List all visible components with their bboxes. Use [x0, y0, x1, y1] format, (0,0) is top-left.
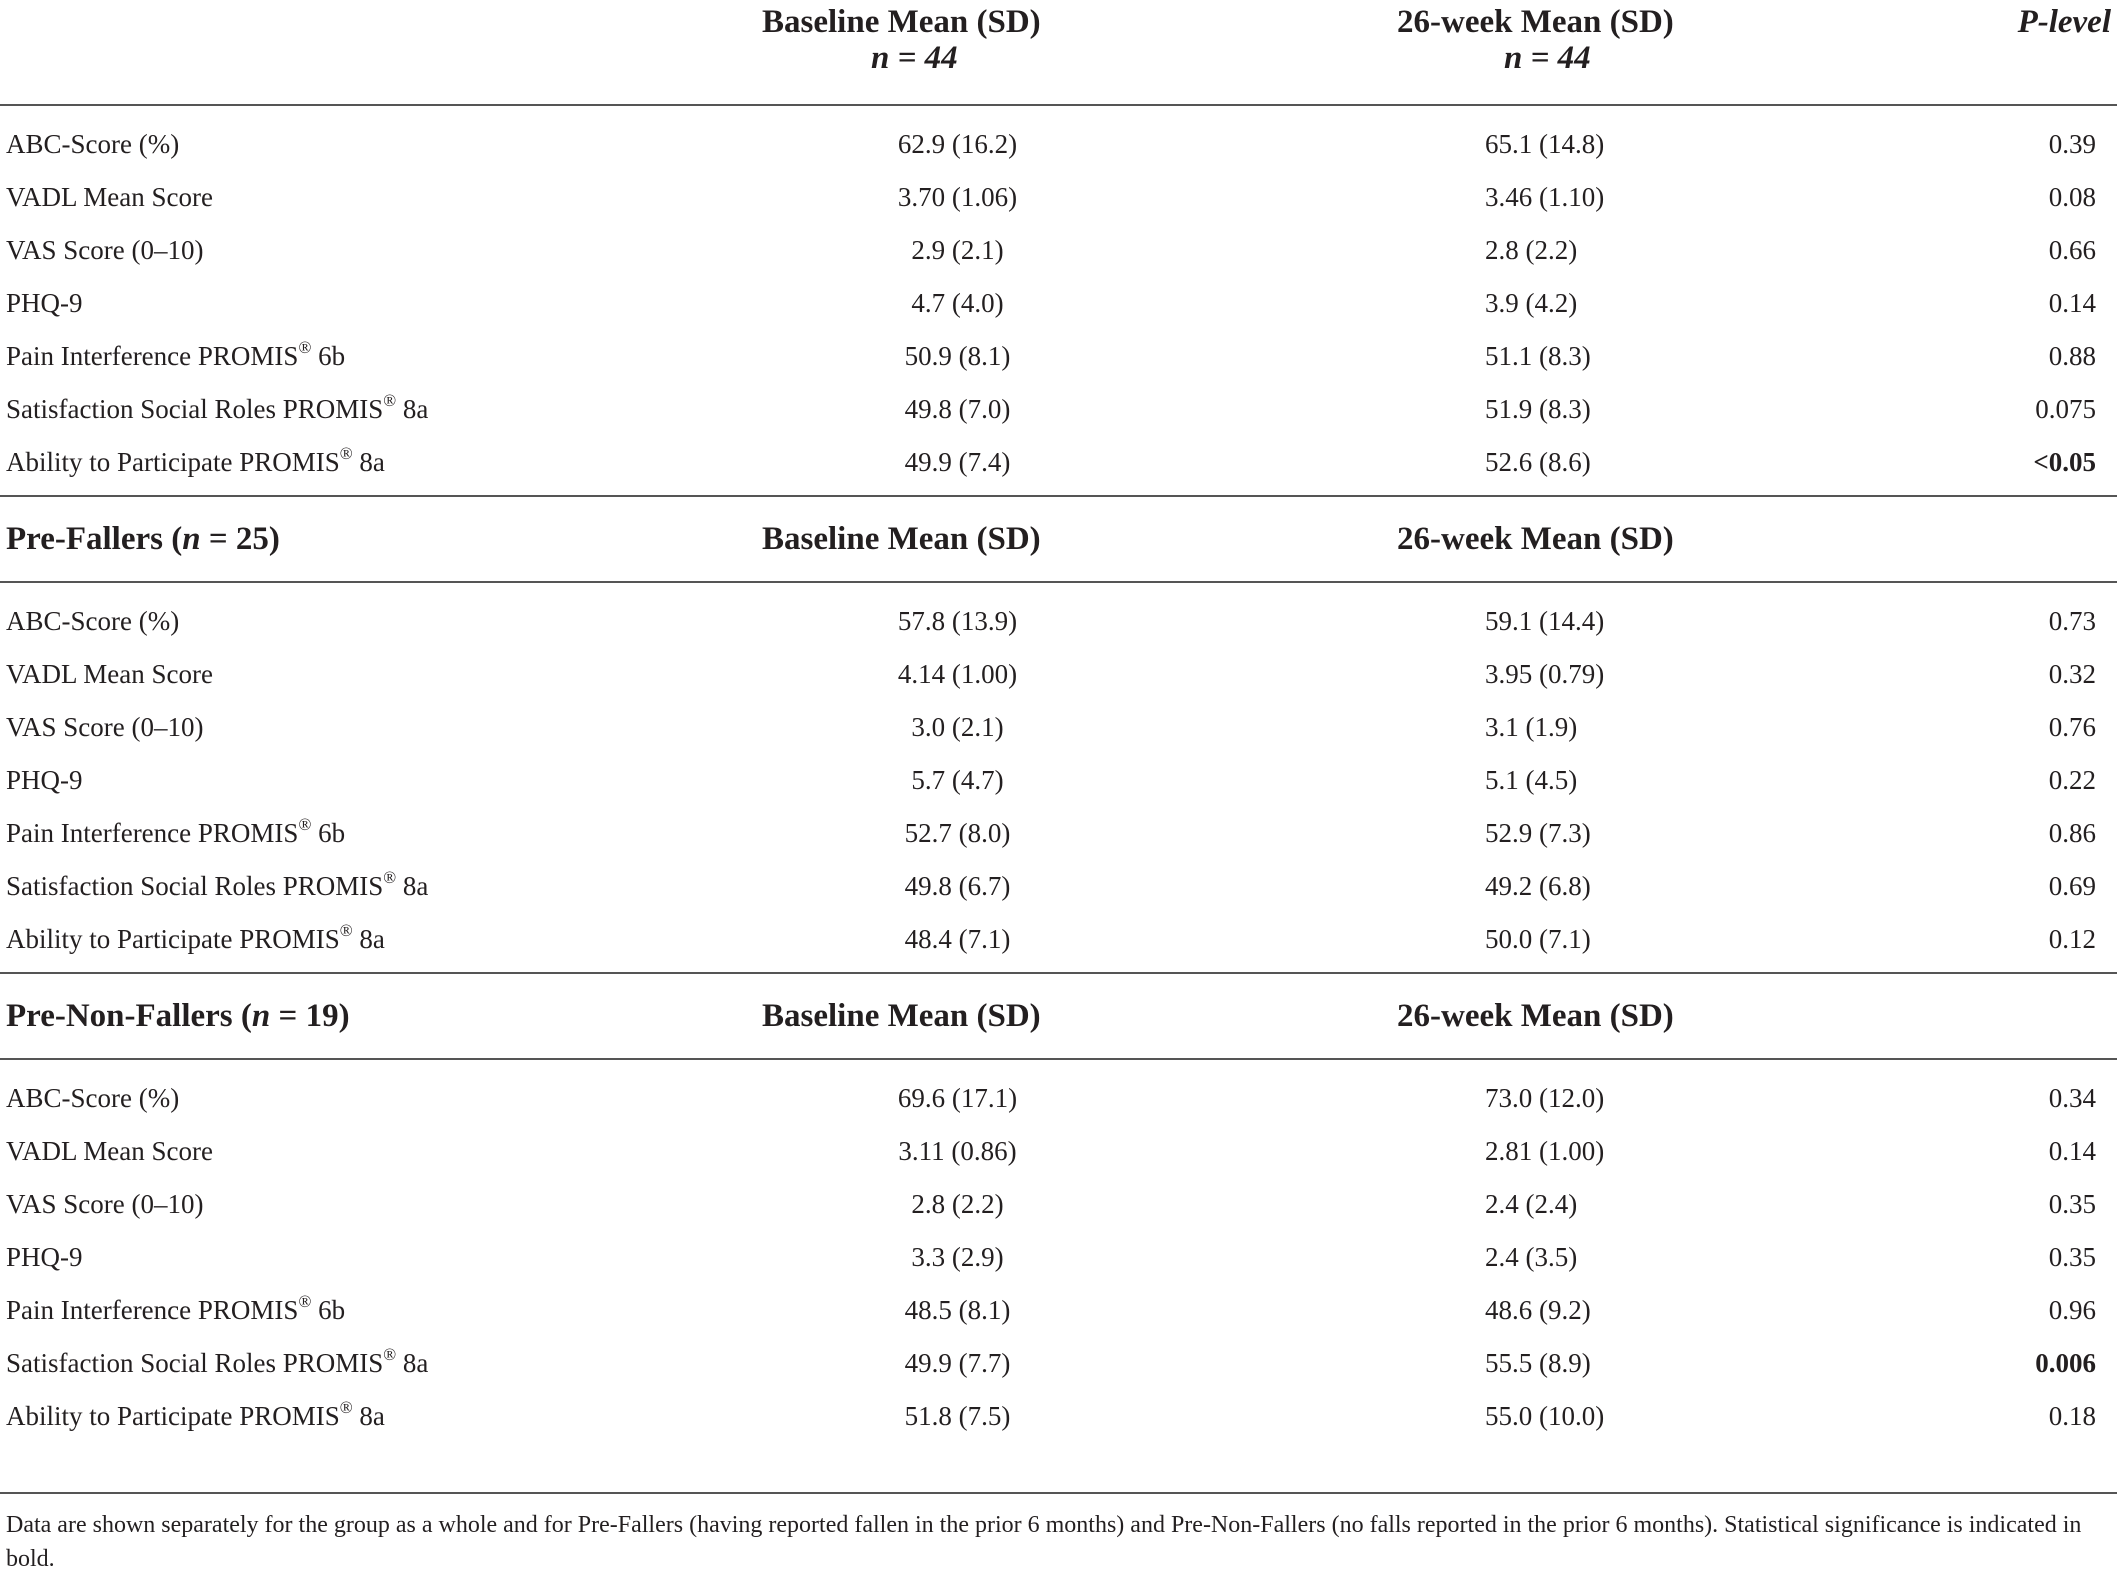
measure-suffix: 8a: [402, 871, 429, 901]
p-value: 0.12: [2048, 924, 2096, 954]
measure-label: Satisfaction Social Roles PROMIS: [6, 1348, 384, 1378]
section-title-n: n: [251, 997, 271, 1034]
measure-label: VAS Score (0–10): [6, 235, 204, 265]
table-row: [0, 330, 2117, 383]
baseline-value: 49.9 (7.7): [904, 1348, 1011, 1378]
measure-cell: [0, 436, 700, 496]
p-value: 0.39: [2048, 129, 2096, 159]
section-title-text: Pre-Non-Fallers: [6, 997, 233, 1034]
p-value: 0.075: [2035, 394, 2096, 424]
header-week26-label: 26-week Mean (SD): [1397, 4, 1674, 40]
measure-cell: [0, 913, 700, 973]
section-spacer: [0, 1059, 2117, 1072]
baseline-value: 69.6 (17.1): [897, 1083, 1018, 1113]
measure-label: VADL Mean Score: [6, 182, 213, 212]
baseline-value: 3.11 (0.86): [898, 1136, 1017, 1166]
section-week26-label: 26-week Mean (SD): [1140, 973, 1840, 1059]
week26-value: 50.0 (7.1): [1485, 924, 1591, 954]
table-row: [0, 1284, 2117, 1337]
baseline-value: 3.0 (2.1): [911, 712, 1004, 742]
measure-cell: [0, 595, 700, 648]
measure-suffix: 8a: [359, 447, 385, 477]
section-title: Pre-Fallers (n = 25): [0, 496, 700, 582]
table-row: [0, 118, 2117, 171]
baseline-value: 48.4 (7.1): [904, 924, 1011, 954]
measure-label: ABC-Score (%): [6, 129, 180, 159]
table-row: [0, 701, 2117, 754]
registered-mark: ®: [383, 391, 397, 410]
measure-cell: [0, 277, 700, 330]
measure-label: ABC-Score (%): [6, 606, 180, 636]
measure-label: VAS Score (0–10): [6, 712, 204, 742]
section-title-n: n: [182, 520, 201, 557]
registered-mark: ®: [383, 1345, 397, 1364]
registered-mark: ®: [298, 1292, 312, 1311]
measure-cell: [0, 330, 700, 383]
measure-label: PHQ-9: [6, 1242, 83, 1272]
baseline-value: 2.9 (2.1): [911, 235, 1004, 265]
measure-cell: [0, 860, 700, 913]
section-baseline-label: Baseline Mean (SD): [700, 973, 1140, 1059]
table-row: [0, 277, 2117, 330]
baseline-value: 51.8 (7.5): [904, 1401, 1011, 1431]
registered-mark: ®: [339, 444, 353, 463]
table-row: [0, 1178, 2117, 1231]
section-title-text: Pre-Fallers: [6, 520, 163, 557]
week26-value: 2.4 (3.5): [1485, 1242, 1578, 1272]
week26-value: 2.8 (2.2): [1485, 235, 1578, 265]
week26-value: 59.1 (14.4): [1485, 606, 1605, 636]
measure-cell: [0, 1284, 700, 1337]
registered-mark: ®: [298, 338, 312, 357]
p-value: 0.14: [2048, 288, 2096, 318]
measure-cell: [0, 1178, 700, 1231]
baseline-value: 4.7 (4.0): [911, 288, 1004, 318]
section-spacer-cell: [0, 582, 2117, 595]
baseline-value: 3.70 (1.06): [897, 182, 1018, 212]
measure-suffix: 8a: [359, 1401, 385, 1431]
header-p-level: [1840, 0, 2117, 104]
table-row: [0, 860, 2117, 913]
measure-cell: [0, 1072, 700, 1125]
measure-label: Pain Interference PROMIS: [6, 818, 299, 848]
week26-value: 3.46 (1.10): [1485, 182, 1605, 212]
measure-label: Ability to Participate PROMIS: [6, 924, 340, 954]
footnote-text: Data are shown separately for the group as a whole and for Pre-Fallers (having reported fallen in the prior 6 months) and Pre-Non-Fallers (no falls reported in the prior 6 months). Statistical significance is indicated in bold.: [6, 1512, 2082, 1572]
week26-value: 3.1 (1.9): [1485, 712, 1578, 742]
table-row: [0, 648, 2117, 701]
week26-value: 52.6 (8.6): [1485, 447, 1591, 477]
measure-label: Ability to Participate PROMIS: [6, 1401, 340, 1431]
baseline-value: 3.3 (2.9): [911, 1242, 1004, 1272]
measure-label: PHQ-9: [6, 288, 83, 318]
section-spacer: [0, 582, 2117, 595]
measure-label: Pain Interference PROMIS: [6, 341, 299, 371]
measure-label: VADL Mean Score: [6, 659, 213, 689]
baseline-value: 57.8 (13.9): [897, 606, 1018, 636]
measure-label: Satisfaction Social Roles PROMIS: [6, 871, 384, 901]
measure-cell: [0, 807, 700, 860]
registered-mark: ®: [383, 868, 397, 887]
measure-cell: [0, 383, 700, 436]
measure-label: Pain Interference PROMIS: [6, 1295, 299, 1325]
week26-value: 65.1 (14.8): [1485, 129, 1605, 159]
measure-suffix: 8a: [402, 394, 429, 424]
section-title-count: = 19): [278, 997, 350, 1034]
measure-cell: [0, 1337, 700, 1390]
measure-cell: [0, 224, 700, 277]
section-p-cell: [1840, 496, 2117, 582]
header-week26-n: n = 44: [1504, 40, 1591, 76]
baseline-value: 4.14 (1.00): [897, 659, 1018, 689]
measure-label: VAS Score (0–10): [6, 1189, 204, 1219]
week26-value: 48.6 (9.2): [1485, 1295, 1591, 1325]
registered-mark: ®: [298, 815, 312, 834]
p-value: 0.66: [2048, 235, 2096, 265]
p-value: 0.18: [2048, 1401, 2096, 1431]
measure-suffix: 8a: [359, 924, 385, 954]
week26-value: 2.81 (1.00): [1485, 1136, 1605, 1166]
baseline-value: 2.8 (2.2): [911, 1189, 1004, 1219]
header-baseline-n: n = 44: [871, 40, 958, 76]
table-header-row: [0, 0, 2117, 104]
section-p-cell: [1840, 973, 2117, 1059]
section-header-row: [0, 973, 2117, 1059]
p-value: 0.76: [2048, 712, 2096, 742]
week26-value: 55.0 (10.0): [1485, 1401, 1605, 1431]
week26-value: 51.9 (8.3): [1485, 394, 1591, 424]
measure-suffix: 6b: [318, 341, 346, 371]
week26-value: 2.4 (2.4): [1485, 1189, 1578, 1219]
p-value: 0.73: [2048, 606, 2096, 636]
measure-label: Ability to Participate PROMIS: [6, 447, 340, 477]
p-value: 0.34: [2048, 1083, 2096, 1113]
table-row: [0, 1231, 2117, 1284]
section-spacer-cell: [0, 105, 2117, 118]
baseline-value: 50.9 (8.1): [904, 341, 1011, 371]
table-row: [0, 807, 2117, 860]
section-header-row: [0, 496, 2117, 582]
week26-value: 3.9 (4.2): [1485, 288, 1578, 318]
table-row: [0, 1337, 2117, 1390]
section-baseline-label: Baseline Mean (SD): [700, 496, 1140, 582]
header-p-level-label: P-level: [2017, 4, 2111, 40]
p-value: 0.35: [2048, 1242, 2096, 1272]
measure-cell: [0, 171, 700, 224]
measure-suffix: 6b: [318, 1295, 346, 1325]
registered-mark: ®: [339, 921, 353, 940]
measure-cell: [0, 648, 700, 701]
week26-value: 52.9 (7.3): [1485, 818, 1591, 848]
baseline-value: 48.5 (8.1): [904, 1295, 1011, 1325]
table-row: [0, 1125, 2117, 1178]
p-value: 0.86: [2048, 818, 2096, 848]
p-value: 0.32: [2048, 659, 2096, 689]
week26-value: 3.95 (0.79): [1485, 659, 1605, 689]
header-label-cell: [0, 0, 700, 104]
measure-cell: [0, 754, 700, 807]
registered-mark: ®: [339, 1398, 353, 1417]
measure-label: VADL Mean Score: [6, 1136, 213, 1166]
week26-value: 49.2 (6.8): [1485, 871, 1591, 901]
p-value: <0.05: [2033, 447, 2096, 477]
measure-cell: [0, 1125, 700, 1178]
week26-value: 5.1 (4.5): [1485, 765, 1578, 795]
week26-value: 55.5 (8.9): [1485, 1348, 1591, 1378]
measure-suffix: 6b: [318, 818, 346, 848]
p-value: 0.69: [2048, 871, 2096, 901]
baseline-value: 52.7 (8.0): [904, 818, 1011, 848]
baseline-value: 62.9 (16.2): [897, 129, 1018, 159]
table-row: [0, 436, 2117, 496]
measure-cell: [0, 1390, 700, 1449]
p-value: 0.006: [2035, 1348, 2096, 1378]
section-spacer: [0, 105, 2117, 118]
table-row: [0, 383, 2117, 436]
p-value: 0.35: [2048, 1189, 2096, 1219]
measure-cell: [0, 118, 700, 171]
p-value: 0.96: [2048, 1295, 2096, 1325]
p-value: 0.88: [2048, 341, 2096, 371]
header-baseline-cell: [700, 0, 1140, 104]
measure-label: Satisfaction Social Roles PROMIS: [6, 394, 384, 424]
baseline-value: 49.8 (6.7): [904, 871, 1011, 901]
p-value: 0.14: [2048, 1136, 2096, 1166]
table-row: [0, 171, 2117, 224]
table-footnote: [0, 1492, 2117, 1576]
baseline-value: 49.8 (7.0): [904, 394, 1011, 424]
header-week26-cell: [1140, 0, 1840, 104]
p-value: 0.22: [2048, 765, 2096, 795]
section-title-count: = 25): [208, 520, 280, 557]
measure-cell: [0, 701, 700, 754]
table-row: [0, 595, 2117, 648]
measure-suffix: 8a: [402, 1348, 429, 1378]
week26-value: 73.0 (12.0): [1485, 1083, 1605, 1113]
week26-value: 51.1 (8.3): [1485, 341, 1591, 371]
table-row: [0, 1072, 2117, 1125]
section-title: Pre-Non-Fallers (n = 19): [0, 973, 700, 1059]
measure-label: PHQ-9: [6, 765, 83, 795]
table-row: [0, 754, 2117, 807]
measure-label: ABC-Score (%): [6, 1083, 180, 1113]
baseline-value: 5.7 (4.7): [911, 765, 1004, 795]
header-baseline-label: Baseline Mean (SD): [762, 4, 1041, 40]
baseline-value: 49.9 (7.4): [904, 447, 1011, 477]
table-row: [0, 1390, 2117, 1449]
section-spacer-cell: [0, 1059, 2117, 1072]
section-week26-label: 26-week Mean (SD): [1140, 496, 1840, 582]
table-row: [0, 224, 2117, 277]
measure-cell: [0, 1231, 700, 1284]
table-row: [0, 913, 2117, 973]
p-value: 0.08: [2048, 182, 2096, 212]
